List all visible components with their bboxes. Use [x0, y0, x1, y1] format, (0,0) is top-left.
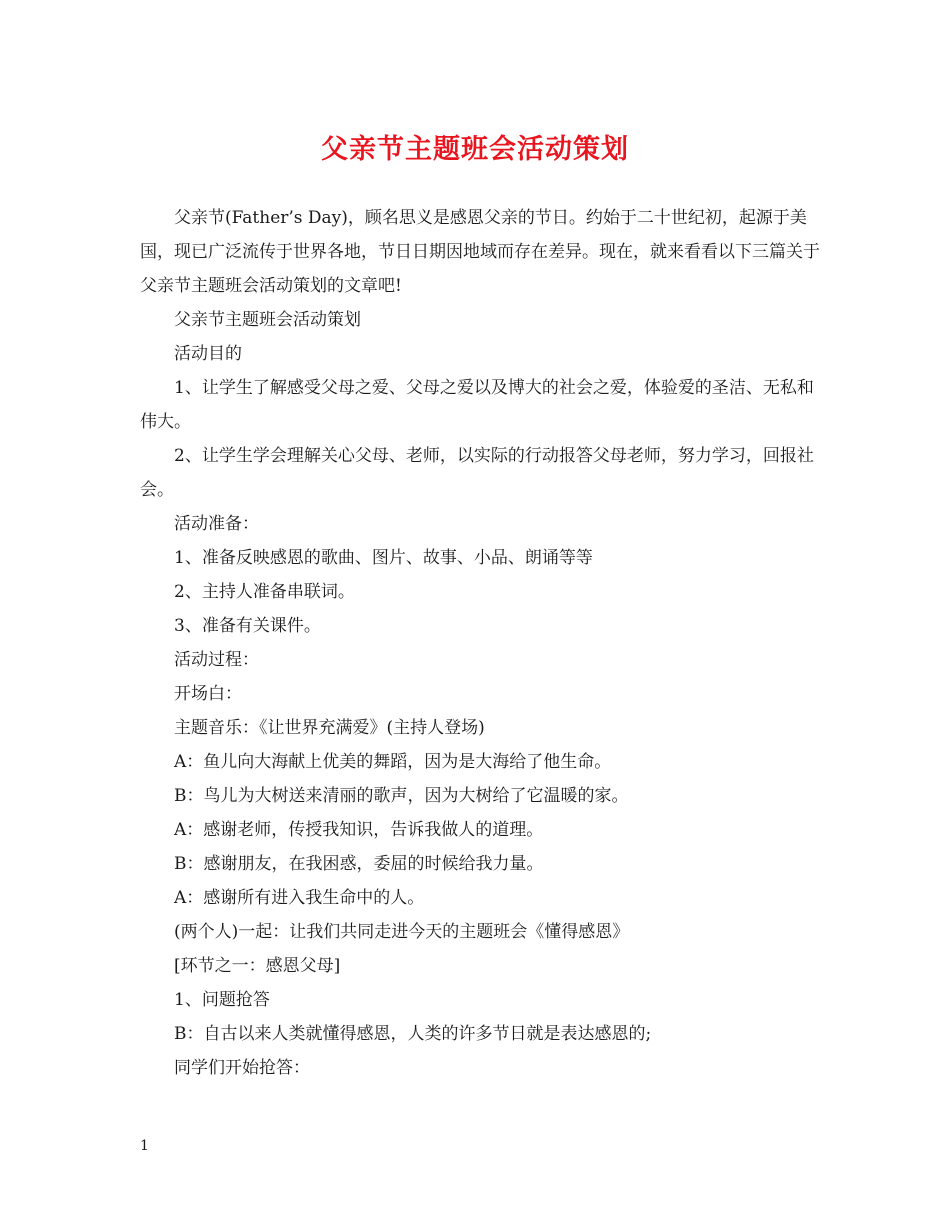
paragraph: 1、问题抢答 [174, 990, 270, 1010]
paragraph: B：鸟儿为大树送来清丽的歌声，因为大树给了它温暖的家。 [174, 786, 629, 806]
document-body [140, 201, 830, 1085]
paragraph: 1、让学生了解感受父母之爱、父母之爱以及博大的社会之爱，体验爱的圣洁、无私和伟大。 [140, 378, 814, 432]
paragraph: 1、准备反映感恩的歌曲、图片、故事、小品、朗诵等等 [174, 548, 593, 568]
paragraph: 主题音乐：《让世界充满爱》(主持人登场) [174, 718, 485, 738]
paragraph: 同学们开始抢答： [174, 1058, 310, 1078]
paragraph-intro: 父亲节(Father’s Day)，顾名思义是感恩父亲的节日。约始于二十世纪初，起源于美国，现已广泛流传于世界各地，节日日期因地域而存在差异。现在，就来看看以下三篇关于父亲节主题班会活动策划的文章吧! [140, 208, 820, 296]
paragraph-section-heading: [环节之一：感恩父母] [174, 956, 341, 976]
paragraph: 开场白： [174, 684, 242, 704]
paragraph-heading-purpose: 活动目的 [174, 344, 242, 364]
paragraph: 2、让学生学会理解关心父母、老师，以实际的行动报答父母老师，努力学习，回报社会。 [140, 446, 814, 500]
paragraph: A：感谢所有进入我生命中的人。 [174, 888, 425, 908]
document-title: 父亲节主题班会活动策划 [321, 134, 629, 165]
paragraph-heading-preparation: 活动准备： [174, 514, 259, 534]
paragraph: A：鱼儿向大海献上优美的舞蹈，因为是大海给了他生命。 [174, 752, 612, 772]
paragraph: 2、主持人准备串联词。 [174, 582, 355, 602]
paragraph: (两个人)一起：让我们共同走进今天的主题班会《懂得感恩》 [174, 922, 630, 942]
paragraph: B：自古以来人类就懂得感恩，人类的许多节日就是表达感恩的; [174, 1024, 652, 1044]
paragraph: 3、准备有关课件。 [174, 616, 321, 636]
paragraph: B：感谢朋友，在我困惑，委屈的时候给我力量。 [174, 854, 544, 874]
paragraph: A：感谢老师，传授我知识，告诉我做人的道理。 [174, 820, 544, 840]
paragraph-heading-process: 活动过程： [174, 650, 259, 670]
paragraph-subtitle: 父亲节主题班会活动策划 [174, 310, 361, 330]
page-number: 1 [140, 1138, 149, 1154]
